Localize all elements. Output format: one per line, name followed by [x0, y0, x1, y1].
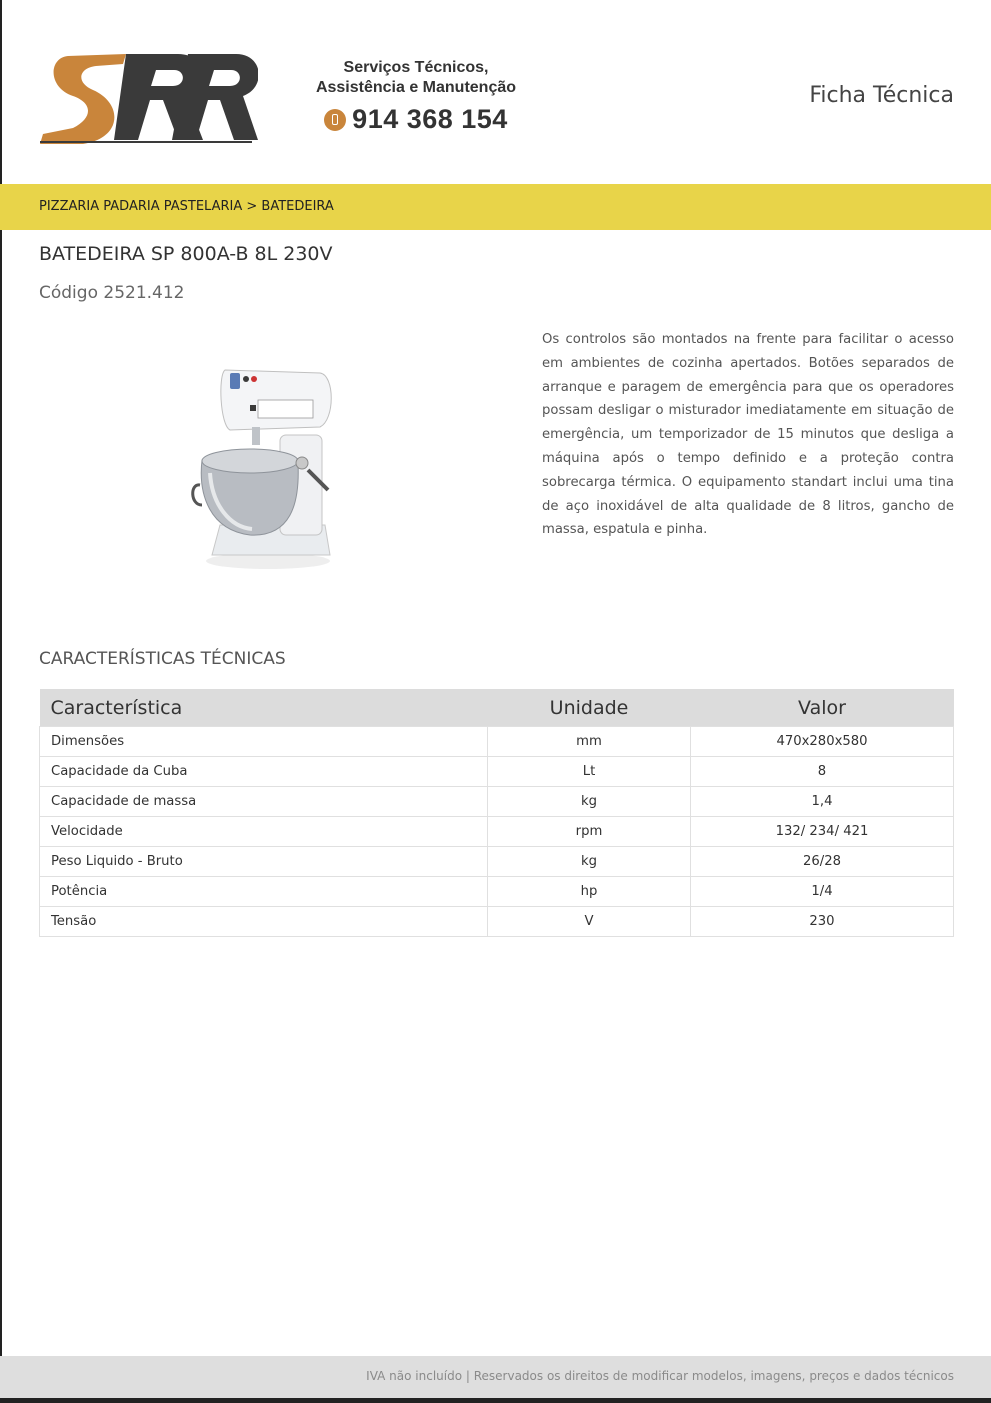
- cell-feature: Peso Liquido - Bruto: [40, 847, 488, 877]
- specs-table: [39, 689, 954, 937]
- table-row: [40, 907, 954, 937]
- cell-value: 230: [691, 907, 954, 937]
- cell-feature: Tensão: [40, 907, 488, 937]
- table-row: [40, 757, 954, 787]
- table-row: [40, 787, 954, 817]
- cell-value: 1/4: [691, 877, 954, 907]
- cell-unit: hp: [488, 877, 691, 907]
- cell-feature: Velocidade: [40, 817, 488, 847]
- header-valor: Valor: [691, 689, 954, 727]
- cell-unit: kg: [488, 847, 691, 877]
- phone-number: 914 368 154: [352, 104, 508, 134]
- footer-disclaimer: IVA não incluído | Reservados os direitos de modificar modelos, imagens, preços e dados técnicos: [366, 1369, 954, 1383]
- table-row: [40, 847, 954, 877]
- footer-bar: [0, 1356, 991, 1398]
- cell-feature: Potência: [40, 877, 488, 907]
- cell-value: 470x280x580: [691, 727, 954, 757]
- cell-unit: mm: [488, 727, 691, 757]
- table-row: [40, 817, 954, 847]
- table-row: [40, 877, 954, 907]
- breadcrumb: PIZZARIA PADARIA PASTELARIA > BATEDEIRA: [39, 199, 334, 214]
- service-line-1: Serviços Técnicos,: [343, 59, 489, 76]
- cell-value: 1,4: [691, 787, 954, 817]
- cell-feature: Capacidade da Cuba: [40, 757, 488, 787]
- table-row: [40, 727, 954, 757]
- cell-unit: rpm: [488, 817, 691, 847]
- service-line-2: Assistência e Manutenção: [315, 79, 517, 96]
- cell-value: 8: [691, 757, 954, 787]
- page-bottom-border: [0, 1398, 991, 1403]
- phone-row: [300, 104, 532, 135]
- product-description: Os controlos são montados na frente para facilitar o acesso em ambientes de cozinha apertados. Botões separados de arranque e paragem de emergência para que os operadores possam desligar o misturador imediatamente em situação de emergência, um temporizador de 15 minutos que desliga a máquina após o tempo definido e a proteção contra sobrecarga térmica. O equipamento standart inclui uma tina de aço inoxidável de alta qualidade de 8 litros, gancho de massa, espatula e pinha.: [542, 332, 954, 538]
- product-code: Código 2521.412: [39, 283, 185, 303]
- cell-feature: Dimensões: [40, 727, 488, 757]
- cell-unit: kg: [488, 787, 691, 817]
- product-image-mixer: [190, 355, 350, 575]
- srr-logo: [38, 48, 258, 146]
- service-block: [300, 58, 532, 135]
- cell-feature: Capacidade de massa: [40, 787, 488, 817]
- cell-unit: V: [488, 907, 691, 937]
- cell-value: 26/28: [691, 847, 954, 877]
- specs-header-row: [40, 689, 954, 727]
- cell-value: 132/ 234/ 421: [691, 817, 954, 847]
- breadcrumb-bar: [0, 184, 991, 230]
- cell-unit: Lt: [488, 757, 691, 787]
- document-type: Ficha Técnica: [809, 83, 954, 108]
- phone-icon: [324, 109, 346, 131]
- product-title: BATEDEIRA SP 800A-B 8L 230V: [39, 243, 333, 265]
- specs-section-title: CARACTERÍSTICAS TÉCNICAS: [39, 649, 286, 669]
- header-unidade: Unidade: [488, 689, 691, 727]
- header-caracteristica: Característica: [40, 689, 488, 727]
